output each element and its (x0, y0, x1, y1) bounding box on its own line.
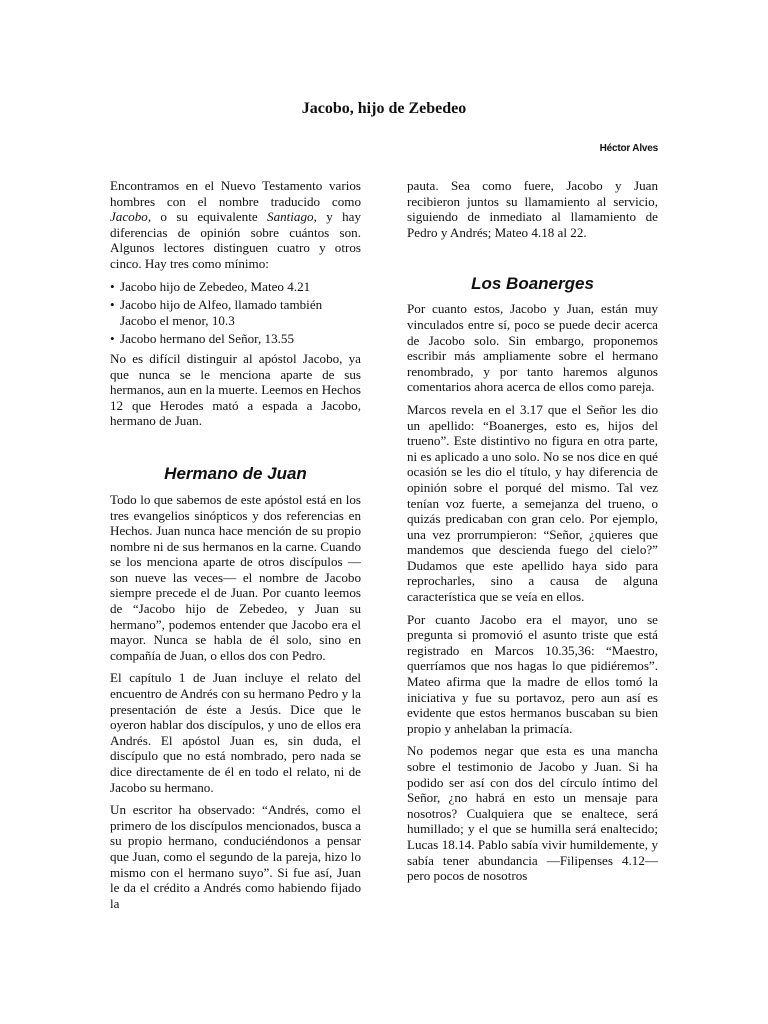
section-heading-los-boanerges: Los Boanerges (471, 274, 594, 294)
document-title: Jacobo, hijo de Zebedeo (301, 100, 467, 117)
intro-text-2: , o su equivalente (147, 209, 268, 225)
bullet-item: • Jacobo hermano del Señor, 13.55 (110, 331, 361, 347)
paragraph: pauta. Sea como fuere, Jacobo y Juan recibieron juntos su llamamiento al servicio, siguiendo de inmediato al llamamiento de Pedro y Andrés; Mateo 4.18 al 22. (407, 178, 658, 240)
paragraph: Un escritor ha observado: “Andrés, como el primero de los discípulos mencionados, busca a su propio hermano, conduciéndonos a pensar que Juan, como el segundo de la pareja, hizo lo mismo con el hermano suyo”. Si fue así, Juan le da el crédito a Andrés como habiendo fijado la (110, 802, 361, 911)
right-column (407, 178, 658, 891)
paragraph: No es difícil distinguir al apóstol Jacobo, ya que nunca se le menciona aparte de sus hermanos, aun en la muerte. Leemos en Hechos 12 que Herodes mató a espada a Jacobo, hermano de Juan. (110, 350, 361, 429)
intro-italic-jacobo: Jacobo (110, 209, 148, 225)
intro-paragraph (110, 178, 361, 272)
intro-text-3: , y hay diferencias de opinión sobre cuántos son. Algunos lectores distinguen cuatro y otros cinco. Hay tres como mínimo: (110, 209, 361, 271)
bullet-item: • Jacobo hijo de Alfeo, llamado también Jacobo el menor, 10.3 (110, 297, 361, 328)
intro-text-1: Encontramos en el Nuevo Testamento varios hombres con el nombre traducido como (110, 178, 361, 209)
bullet-list (110, 279, 361, 347)
section-heading-hermano-de-juan: Hermano de Juan (164, 463, 307, 483)
paragraph: Por cuanto Jacobo era el mayor, uno se pregunta si promovió el asunto triste que está registrado en Marcos 10.35,36: “Maestro, querríamos que nos hagas lo que pidiéremos”. Mateo afirma que la madre de ellos tomó la iniciativa y fue su portavoz, pero aun así es evidente que estos hermanos buscaban su bien propio y anhelaban la primacía. (407, 611, 658, 736)
paragraph: Marcos revela en el 3.17 que el Señor les dio un apellido: “Boanerges, esto es, hijos del trueno”. Este distintivo no figura en otra parte, ni es aplicado a uno solo. No se nos dice en qué ocasión se les dio el título, y hay diferencia de opinión sobre el porqué del mismo. Tal vez tenían voz fuerte, a semejanza del trueno, o quizás predicaban con gran celo. Por ejemplo, una vez prorrumpieron: “Señor, ¿quieres que mandemos que descienda fuego del cielo?” Dudamos que este apellido haya sido para reprocharles, sino a causa de alguna característica que se veía en ellos. (407, 401, 658, 605)
paragraph: No podemos negar que esta es una mancha sobre el testimonio de Jacobo y Juan. Si ha podido ser así con dos del círculo íntimo del Señor, ¿no habrá en esto un mensaje para nosotros? Cualquiera que se enaltece, será humillado; y el que se humilla será enaltecido; Lucas 18.14. Pablo sabía vivir humildemente, y sabía tener abundancia —Filipenses 4.12— pero pocos de nosotros (407, 743, 658, 884)
paragraph: Todo lo que sabemos de este apóstol está en los tres evangelios sinópticos y dos referencias en Hechos. Juan nunca hace mención de su propio nombre ni de sus hermanos en la carne. Cuando se los menciona aparte de otros discípulos —son nueve las veces— el nombre de Jacobo siempre precede el de Juan. Por cuanto leemos de “Jacobo hijo de Zebedeo, y Juan su hermano”, podemos entender que Jacobo era el mayor. Nunca se habla de él solo, sino en compañía de Juan, o ellos dos con Pedro. (110, 491, 361, 663)
left-column (110, 178, 361, 918)
paragraph: El capítulo 1 de Juan incluye el relato del encuentro de Andrés con su hermano Pedro y la presentación de éste a Jesús. Dice que le oyeron hablar dos discípulos, y uno de ellos era Andrés. El apóstol Juan es, sin duda, el discípulo que no está nombrado, pero nada se dice directamente de él en todo el relato, ni de Jacobo su hermano. (110, 670, 361, 795)
paragraph: Por cuanto estos, Jacobo y Juan, están muy vinculados entre sí, poco se puede decir acerca de Jacobo solo. Sin embargo, proponemos escribir más ampliamente sobre el hermano renombrado, y por tanto haremos algunos comentarios ahora acerca de ellos como pareja. (407, 301, 658, 395)
intro-italic-santiago: Santiago (267, 209, 314, 225)
author-name: Héctor Alves (599, 143, 658, 154)
bullet-item: • Jacobo hijo de Zebedeo, Mateo 4.21 (110, 279, 361, 295)
